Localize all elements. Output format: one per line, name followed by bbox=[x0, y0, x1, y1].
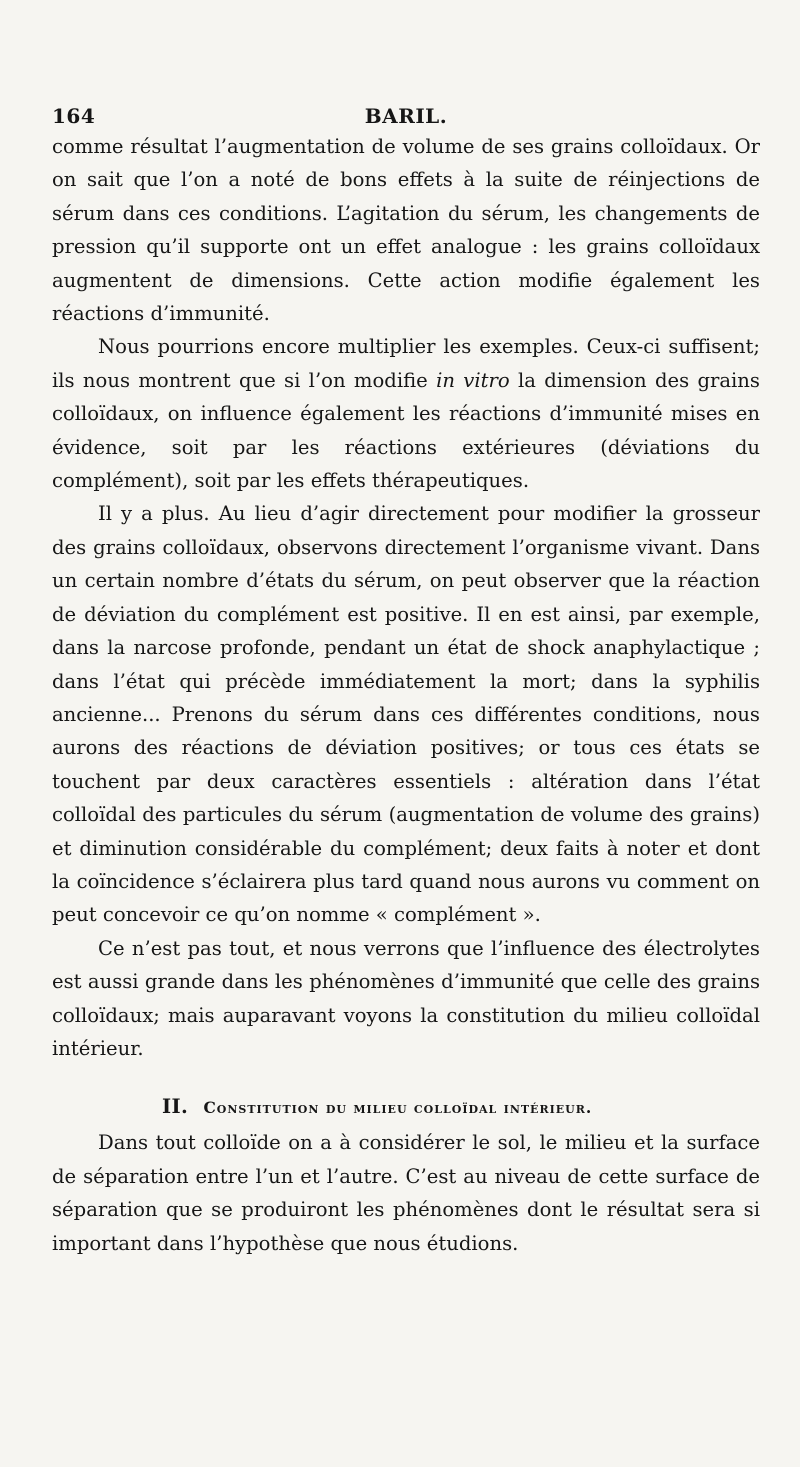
section-number: II. bbox=[162, 1095, 189, 1119]
running-head bbox=[52, 96, 760, 130]
paragraph bbox=[52, 330, 760, 497]
paragraph bbox=[52, 932, 760, 1066]
paragraph bbox=[52, 1126, 760, 1260]
text-run: Ce n’est pas tout, et nous verrons que l’influence des électrolytes est aussi grande dans les phénomènes d’immunité que celle des grains colloïdaux; mais auparavant voyons la constitution du milieu colloïdal intérieur. bbox=[52, 936, 760, 1060]
section-title: Constitution du milieu colloïdal intérieur. bbox=[203, 1098, 593, 1118]
paragraph bbox=[52, 497, 760, 931]
paragraph bbox=[52, 130, 760, 330]
italic-text: in vitro bbox=[436, 368, 510, 392]
text-run: Dans tout colloïde on a à considérer le sol, le milieu et la surface de séparation entre l’un et l’autre. C’est au niveau de cette surface de séparation que se produiront les phénomènes dont le résultat sera si important dans l’hypothèse que nous étudions. bbox=[52, 1131, 760, 1255]
section-heading bbox=[52, 1095, 760, 1118]
section-body-text bbox=[52, 1126, 760, 1260]
body-text bbox=[52, 130, 760, 1065]
text-run: Nous pourrions encore multiplier les exemples. Ceux-ci suffisent; ils nous montrent que si l’on modifie bbox=[52, 335, 760, 392]
text-run: la dimension des grains colloïdaux, on influence également les réactions d’immunité mises en évidence, soit par les réactions extérieures (déviations du complément), soit par les effets thérapeutiques. bbox=[52, 368, 760, 493]
text-run: comme résultat l’augmentation de volume de ses grains colloïdaux. Or on sait que l’on a noté de bons effets à la suite de réinjections de sérum dans ces conditions. L’agitation du sérum, les changements de pression qu’il supporte ont un effet analogue : les grains colloïdaux augmentent de dimensions. Cette action modifie également les réactions d’immunité. bbox=[52, 135, 760, 326]
running-title: BARIL. bbox=[364, 104, 448, 128]
text-run: Il y a plus. Au lieu d’agir directement pour modifier la grosseur des grains colloïdaux, observons directement l’organisme vivant. Dans un certain nombre d’états du sérum, on peut observer que la réaction de déviation du complément est positive. Il en est ainsi, par exemple, dans la narcose profonde, pendant un état de shock anaphylactique ; dans l’état qui précède immédiatement la mort; dans la syphilis ancienne... Prenons du sérum dans ces différentes conditions, nous aurons des réactions de déviation positives; or tous ces états se touchent par deux caractères essentiels : altération dans l’état colloïdal des particules du sérum (augmentation de volume des grains) et diminution considérable du complément; deux faits à noter et dont la coïncidence s’éclairera plus tard quand nous aurons vu comment on peut concevoir ce qu’on nomme « complément ». bbox=[52, 502, 760, 927]
page-number: 164 bbox=[52, 104, 96, 128]
